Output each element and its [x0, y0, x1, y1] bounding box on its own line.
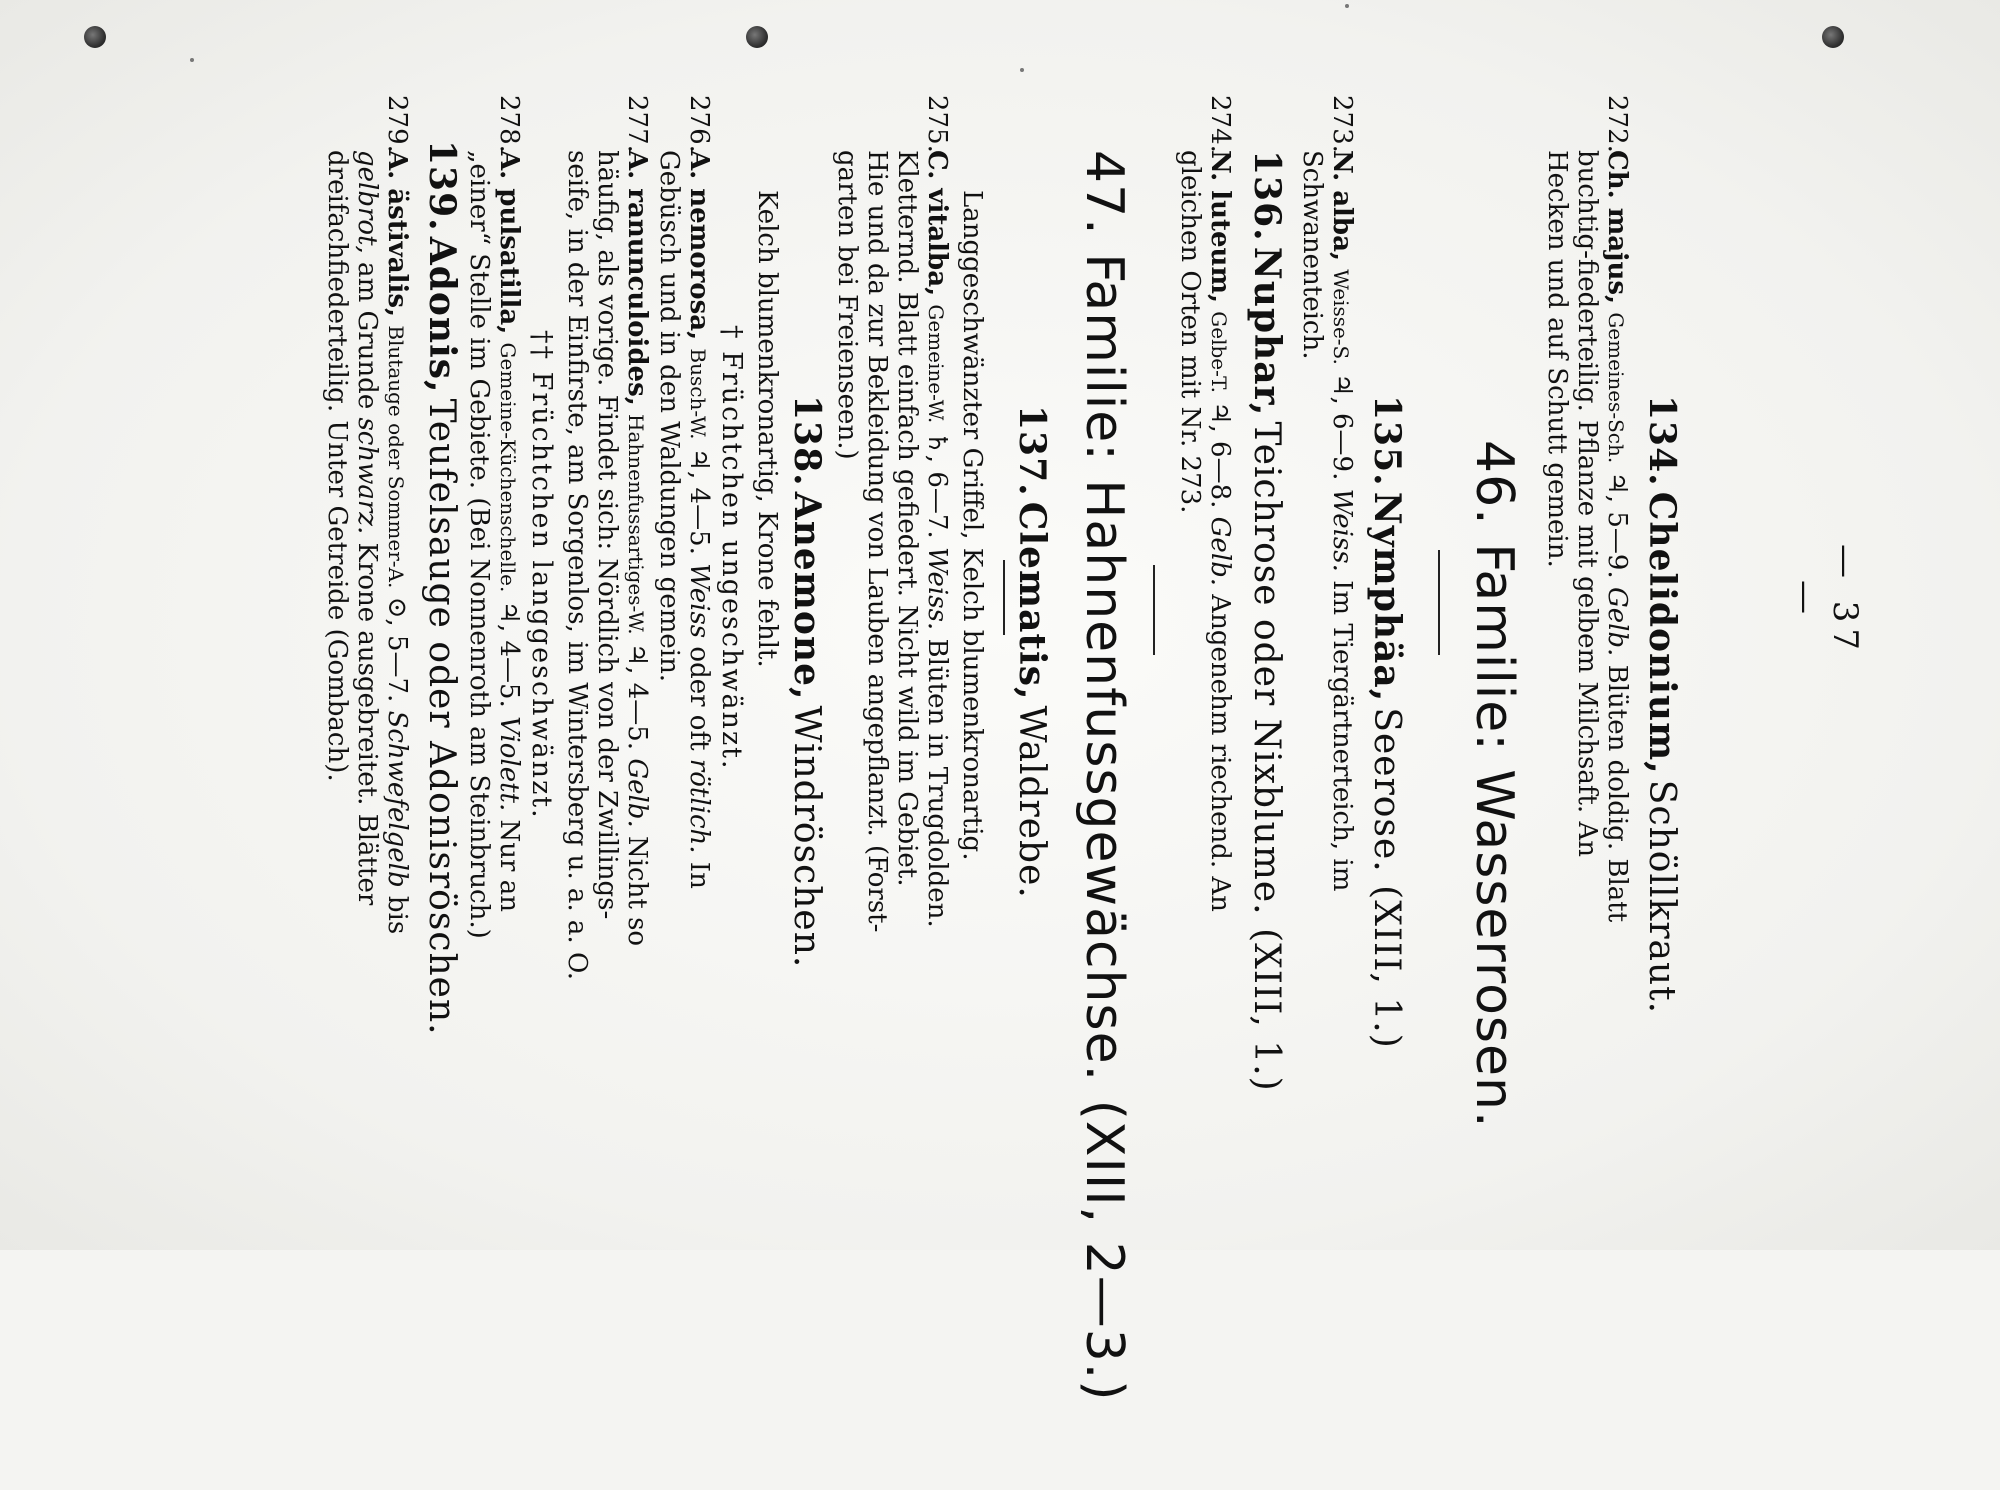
entry-text: Hecken und auf Schutt gemein. [1542, 150, 1572, 568]
species-entry: 272.Ch. majus, Gemeines-Sch. ♃, 5—9. Gelb. Blüten doldig. Blatt [1602, 95, 1632, 923]
species-entry: 274.N. luteum, Gelbe-T. ♃, 6—8. Gelb. Angenehm riechend. An [1205, 95, 1235, 912]
divider [1438, 550, 1440, 655]
family-heading: 47. Familie: Hahnenfussgewächse. (XIII, 2—3.) [1074, 150, 1134, 1402]
entry-text: garten bei Freienseen.) [832, 150, 862, 460]
species-entry: 275.C. vitalba, Gemeine-W. ♄, 6—7. Weiss. Blüten in Trugdolden. [922, 95, 952, 928]
genus-heading: 138. Anemone, Windröschen. [786, 395, 828, 969]
entry-text: Kletternd. Blatt einfach gefiedert. Nicht wild im Gebiet. [892, 150, 922, 887]
genus-description: Kelch blumenkronartig, Krone fehlt. [752, 190, 782, 668]
entry-text: dreifachfiederteilig. Unter Getreide (Gombach). [322, 150, 352, 782]
divider [1153, 565, 1155, 655]
species-entry: 276.A. nemorosa, Busch-W. ♃, 4—5. Weiss oder oft rötlich. In [684, 95, 714, 889]
entry-text: Gebüsch und in den Waldungen gemein. [654, 150, 684, 683]
genus-heading: 139. Adonis, Teufelsauge oder Adonisröschen. [421, 140, 463, 1036]
species-entry: 279.A. ästivalis, Blutauge oder Sommer-A. ⊙, 5—7. Schwefelgelb bis [382, 95, 412, 935]
species-entry: 277.A. ranunculoides, Hahnenfussartiges-W. ♃, 4—5. Gelb. Nicht so [622, 95, 652, 947]
entry-text: Hie und da zur Bekleidung von Lauben angepflanzt. (Forst- [862, 150, 892, 933]
entry-text: Schwanenteich. [1297, 150, 1327, 360]
genus-heading: 137. Clematis, Waldrebe. [1011, 405, 1053, 899]
page-number: — 37 — [1785, 543, 1865, 657]
entry-text: gelbrot, am Grunde schwarz. Krone ausgebreitet. Blätter [352, 150, 382, 906]
genus-heading: 135. Nymphäa, Seerose. (XIII, 1.) [1366, 395, 1408, 1049]
entry-text: „einer“ Stelle im Gebiete. (Bei Nonnenroth am Steinbruch.) [464, 150, 494, 939]
species-entry: 273.N. alba, Weisse-S. ♃, 6—9. Weiss. Im Tiergärtnerteich, im [1327, 95, 1357, 892]
family-heading: 46. Familie: Wasserrosen. [1464, 440, 1524, 1129]
subsection-heading: †† Früchtchen langgeschwänzt. [526, 330, 557, 820]
divider [1003, 560, 1005, 635]
entry-text: gleichen Orten mit Nr. 273. [1175, 150, 1205, 514]
genus-description: Langgeschwänzter Griffel, Kelch blumenkronartig. [957, 190, 987, 861]
entry-text: seife, in der Einfirste, am Sorgenlos, im Wintersberg u. a. a. O. [562, 150, 592, 981]
entry-text: häufig, als vorige. Findet sich: Nördlich von der Zwillings- [592, 150, 622, 920]
entry-text: buchtig-fiederteilig. Pflanze mit gelbem Milchsaft. An [1572, 150, 1602, 857]
genus-heading: 136. Nuphar, Teichrose oder Nixblume. (XIII, 1.) [1246, 150, 1288, 1092]
species-entry: 278.A. pulsatilla, Gemeine-Küchenschelle. ♃, 4—5. Violett. Nur an [494, 95, 524, 912]
genus-heading: 134. Chelidonium, Schöllkraut. [1641, 395, 1683, 1015]
subsection-heading: † Früchtchen ungeschwänzt. [716, 325, 747, 771]
